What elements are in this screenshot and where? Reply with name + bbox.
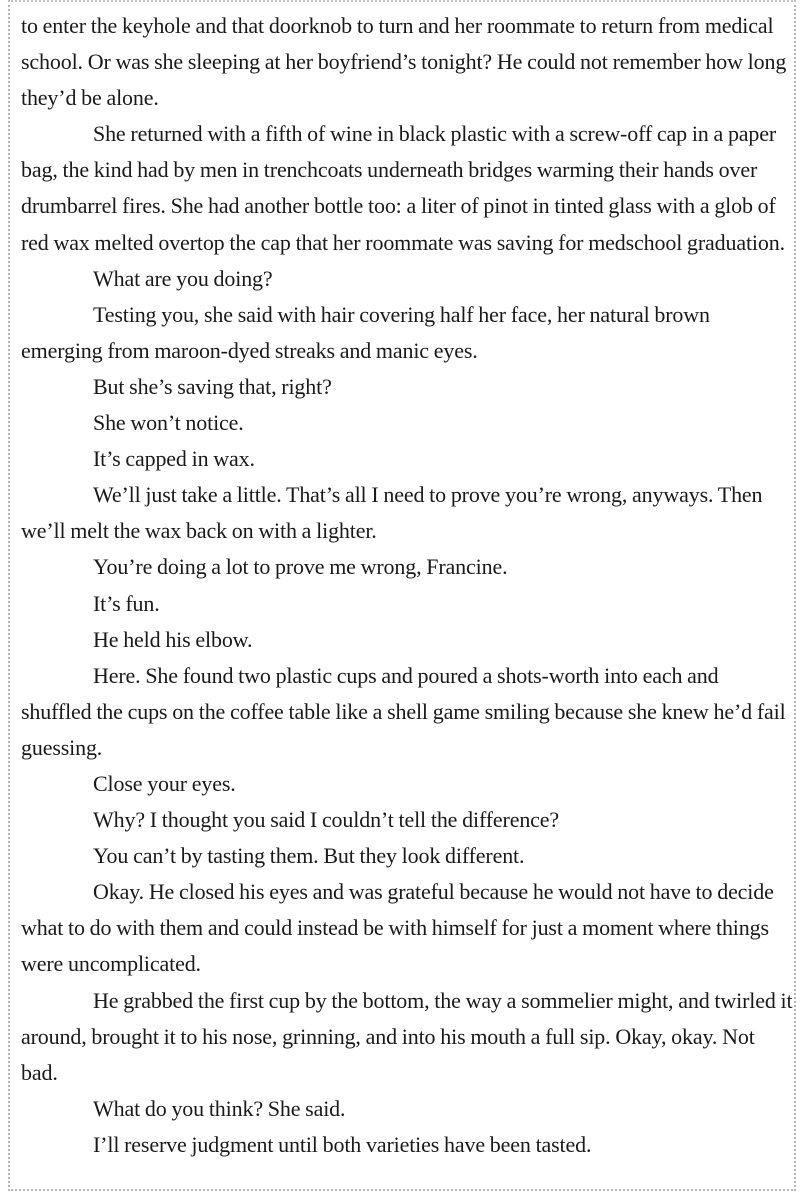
paragraph: He grabbed the first cup by the bottom, the way a sommelier might, and twirled it around, brought it to his nose, grinning, and into his mouth a full sip. Okay, okay. Not bad. — [21, 987, 793, 1085]
paragraph: What are you doing? — [93, 265, 273, 291]
paragraph: Testing you, she said with hair covering half her face, her natural brown emerging from maroon-dyed streaks and manic eyes. — [21, 301, 710, 363]
paragraph: I’ll reserve judgment until both varieties have been tasted. — [93, 1131, 592, 1157]
paragraph: Here. She found two plastic cups and poured a shots-worth into each and shuffled the cups on the coffee table like a shell game smiling because she knew he’d fail guessing. — [21, 662, 786, 760]
paragraph: It’s fun. — [93, 590, 160, 616]
story-text — [21, 8, 793, 1163]
paragraph: Why? I thought you said I couldn’t tell the difference? — [93, 807, 560, 833]
paragraph: He held his elbow. — [93, 626, 253, 652]
paragraph: Okay. He closed his eyes and was grateful because he would not have to decide what to do with them and could instead be with himself for just a moment where things were uncomplicated. — [21, 879, 774, 977]
paragraph: We’ll just take a little. That’s all I need to prove you’re wrong, anyways. Then we’ll melt the wax back on with a lighter. — [21, 482, 763, 544]
paragraph: Close your eyes. — [93, 770, 236, 796]
paragraph: She won’t notice. — [93, 410, 244, 436]
paragraph: You can’t by tasting them. But they look different. — [93, 843, 525, 869]
paragraph: It’s capped in wax. — [93, 446, 255, 472]
paragraph: What do you think? She said. — [93, 1095, 346, 1121]
paragraph: You’re doing a lot to prove me wrong, Francine. — [93, 554, 508, 580]
paragraph: But she’s saving that, right? — [93, 373, 332, 399]
paragraph: She returned with a fifth of wine in black plastic with a screw-off cap in a paper bag, the kind had by men in trenchcoats underneath bridges warming their hands over drumbarrel fires. She had another bottle too: a liter of pinot in tinted glass with a glob of red wax melted overtop the cap that her roommate was saving for medschool graduation. — [21, 121, 785, 255]
paragraph: to enter the keyhole and that doorknob to turn and her roommate to return from medical school. Or was she sleeping at her boyfriend’s tonight? He could not remember how long they’d be alone. — [21, 13, 787, 111]
document-page — [8, 0, 796, 1191]
